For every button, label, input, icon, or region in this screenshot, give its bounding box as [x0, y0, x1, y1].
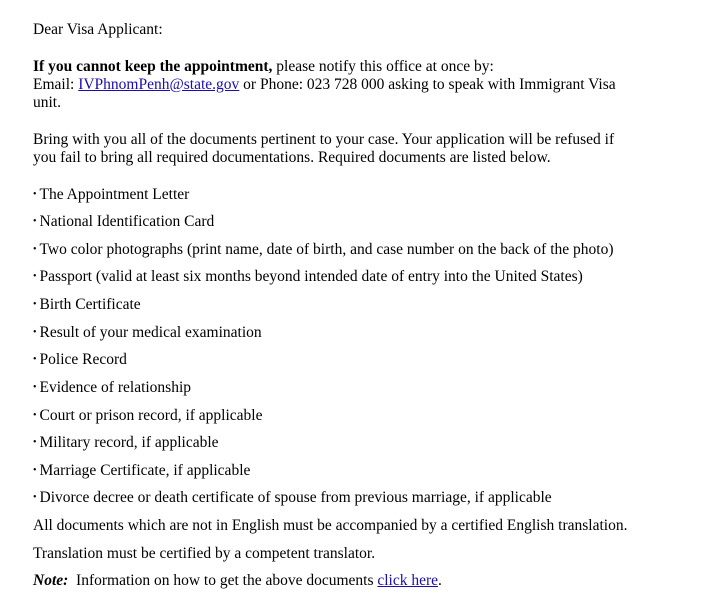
list-item: • Military record, if applicable: [33, 434, 219, 451]
bullet-icon: •: [33, 354, 37, 365]
bullet-icon: •: [33, 299, 37, 310]
list-item: • National Identification Card: [33, 213, 215, 230]
bullet-icon: •: [33, 327, 37, 338]
bullet-icon: •: [33, 382, 37, 393]
bullet-icon: •: [33, 244, 37, 255]
list-item: • Marriage Certificate, if applicable: [33, 462, 251, 479]
list-item: • Two color photographs (print name, date of birth, and case number on the back of the photo): [33, 241, 614, 258]
list-item: • Court or prison record, if applicable: [33, 407, 263, 424]
note-end: .: [438, 572, 442, 589]
list-item: • Divorce decree or death certificate of spouse from previous marriage, if applicable: [33, 489, 552, 506]
bullet-icon: •: [33, 465, 37, 476]
list-item: • Police Record: [33, 351, 127, 368]
translation-note-2: Translation must be certified by a competent translator.: [33, 545, 376, 562]
bullet-icon: •: [33, 216, 37, 227]
bullet-icon: •: [33, 189, 37, 200]
list-item: • Result of your medical examination: [33, 324, 262, 341]
bullet-icon: •: [33, 271, 37, 282]
translation-note-1: All documents which are not in English must be accompanied by a certified English translation.: [33, 517, 628, 534]
list-item: • Birth Certificate: [33, 296, 141, 313]
intro-line-2: you fail to bring all required documentations. Required documents are listed below.: [33, 149, 551, 166]
bullet-icon: •: [33, 410, 37, 421]
list-item: • The Appointment Letter: [33, 186, 190, 203]
bullet-icon: •: [33, 437, 37, 448]
bullet-icon: •: [33, 492, 37, 503]
list-item: • Evidence of relationship: [33, 379, 192, 396]
footer-note: [33, 572, 442, 590]
email-label: Email:: [33, 76, 79, 93]
notice-bold-lead: If you cannot keep the appointment,: [33, 58, 273, 75]
notice-line-2: [33, 76, 616, 94]
notice-rest: please notify this office at once by:: [272, 58, 494, 75]
click-here-link[interactable]: click here: [377, 572, 439, 589]
list-item: • Passport (valid at least six months beyond intended date of entry into the United States): [33, 268, 583, 285]
greeting: Dear Visa Applicant:: [33, 21, 163, 38]
email-link[interactable]: IVPhnomPenh@state.gov: [78, 76, 240, 93]
note-text: Information on how to get the above documents: [68, 572, 378, 589]
notice-line-3: unit.: [33, 94, 61, 111]
notice-line-1: [33, 58, 494, 76]
note-label: Note:: [33, 572, 69, 589]
phone-text: or Phone: 023 728 000 asking to speak with Immigrant Visa: [239, 76, 616, 93]
intro-line-1: Bring with you all of the documents pertinent to your case. Your application will be refused if: [33, 131, 615, 148]
